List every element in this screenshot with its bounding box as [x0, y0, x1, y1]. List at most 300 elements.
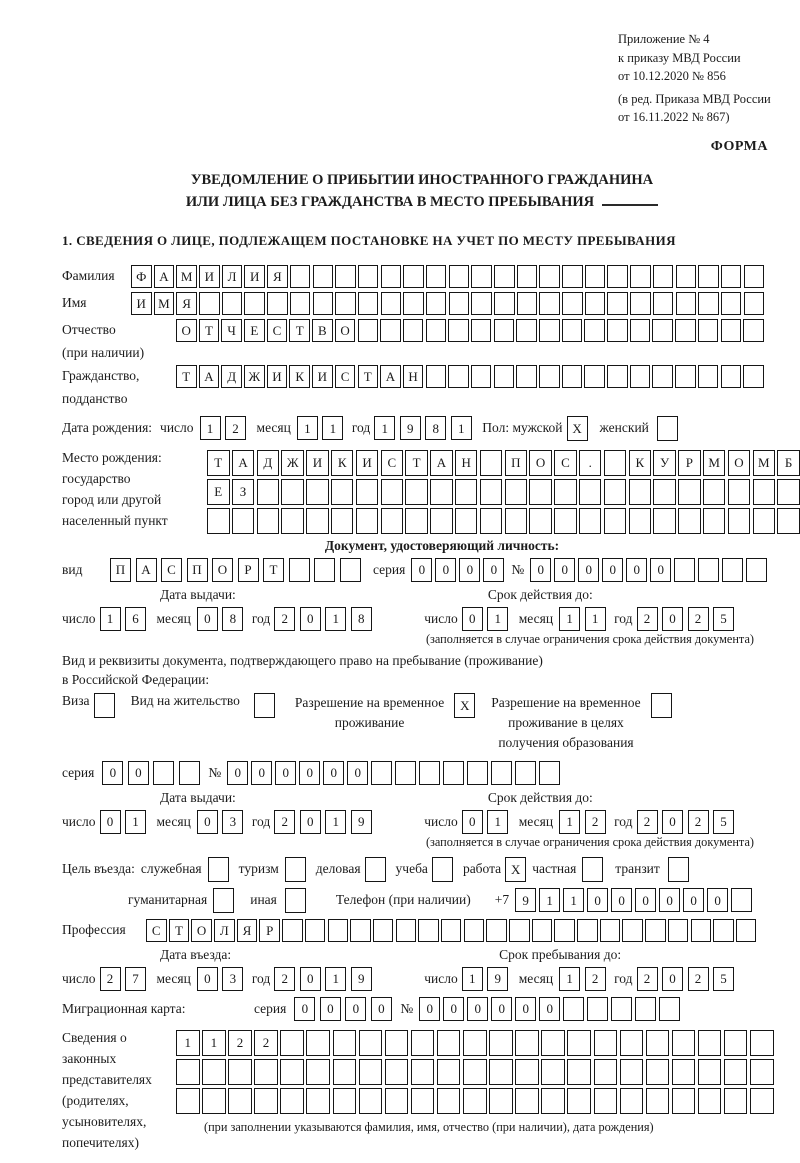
- form-cell[interactable]: 2: [274, 810, 295, 834]
- form-cell[interactable]: [228, 1059, 252, 1085]
- doc-valid-year-cells[interactable]: [637, 607, 739, 631]
- stay-day-cells[interactable]: [462, 967, 513, 991]
- form-cell[interactable]: 2: [274, 967, 295, 991]
- form-cell[interactable]: [604, 450, 627, 476]
- form-cell[interactable]: [577, 919, 598, 942]
- migration-number-cells[interactable]: [419, 997, 683, 1021]
- form-cell[interactable]: Ж: [281, 450, 304, 476]
- form-cell[interactable]: С: [161, 558, 182, 582]
- purpose-official-checkbox[interactable]: [208, 857, 229, 882]
- form-cell[interactable]: 2: [585, 967, 606, 991]
- form-cell[interactable]: [724, 1030, 748, 1056]
- form-cell[interactable]: [467, 761, 488, 785]
- form-cell[interactable]: К: [629, 450, 652, 476]
- form-cell[interactable]: 0: [662, 967, 683, 991]
- form-cell[interactable]: [306, 1030, 330, 1056]
- form-cell[interactable]: [594, 1088, 618, 1114]
- form-cell[interactable]: Ф: [131, 265, 152, 288]
- form-cell[interactable]: [750, 1088, 774, 1114]
- form-cell[interactable]: [419, 761, 440, 785]
- form-cell[interactable]: [405, 508, 428, 534]
- form-cell[interactable]: О: [728, 450, 751, 476]
- form-cell[interactable]: С: [146, 919, 167, 942]
- form-cell[interactable]: [199, 292, 220, 315]
- form-cell[interactable]: [437, 1030, 461, 1056]
- form-cell[interactable]: [280, 1088, 304, 1114]
- option-temp-residence-checkbox[interactable]: [454, 693, 475, 718]
- form-cell[interactable]: 0: [662, 607, 683, 631]
- form-cell[interactable]: [202, 1088, 226, 1114]
- form-cell[interactable]: Т: [207, 450, 230, 476]
- form-cell[interactable]: [622, 919, 643, 942]
- form-cell[interactable]: [455, 479, 478, 505]
- form-cell[interactable]: [290, 265, 311, 288]
- form-cell[interactable]: 1: [559, 810, 580, 834]
- form-cell[interactable]: 1: [325, 607, 346, 631]
- firstname-cells[interactable]: [131, 292, 766, 315]
- form-cell[interactable]: X: [505, 857, 526, 882]
- form-cell[interactable]: [678, 479, 701, 505]
- form-cell[interactable]: Ж: [244, 365, 265, 388]
- form-cell[interactable]: 2: [100, 967, 121, 991]
- form-cell[interactable]: [630, 292, 651, 315]
- form-cell[interactable]: [620, 1030, 644, 1056]
- form-cell[interactable]: 5: [713, 810, 734, 834]
- form-cell[interactable]: 1: [559, 967, 580, 991]
- form-cell[interactable]: [333, 1088, 357, 1114]
- form-cell[interactable]: 1: [297, 416, 318, 440]
- residence-valid-year-cells[interactable]: [637, 810, 739, 834]
- form-cell[interactable]: [505, 508, 528, 534]
- form-cell[interactable]: П: [110, 558, 131, 582]
- form-cell[interactable]: [541, 1030, 565, 1056]
- form-cell[interactable]: [746, 558, 767, 582]
- form-cell[interactable]: [736, 919, 757, 942]
- form-cell[interactable]: [652, 365, 673, 388]
- form-cell[interactable]: [672, 1059, 696, 1085]
- option-temp-residence-education-checkbox[interactable]: [651, 693, 672, 718]
- form-cell[interactable]: [516, 319, 537, 342]
- form-cell[interactable]: 0: [251, 761, 272, 785]
- form-cell[interactable]: [594, 1030, 618, 1056]
- form-cell[interactable]: 9: [351, 810, 372, 834]
- form-cell[interactable]: 1: [585, 607, 606, 631]
- form-cell[interactable]: 0: [602, 558, 623, 582]
- form-cell[interactable]: [604, 479, 627, 505]
- form-cell[interactable]: 2: [637, 967, 658, 991]
- form-cell[interactable]: О: [212, 558, 233, 582]
- form-cell[interactable]: [306, 479, 329, 505]
- form-cell[interactable]: [652, 319, 673, 342]
- residence-series-cells[interactable]: [102, 761, 204, 785]
- form-cell[interactable]: [381, 265, 402, 288]
- form-cell[interactable]: Е: [244, 319, 265, 342]
- form-cell[interactable]: [202, 1059, 226, 1085]
- form-cell[interactable]: А: [154, 265, 175, 288]
- form-cell[interactable]: 0: [275, 761, 296, 785]
- form-cell[interactable]: [305, 919, 326, 942]
- form-cell[interactable]: [722, 558, 743, 582]
- form-cell[interactable]: [724, 1088, 748, 1114]
- residence-valid-day-cells[interactable]: [462, 810, 513, 834]
- form-cell[interactable]: [675, 365, 696, 388]
- form-cell[interactable]: [728, 508, 751, 534]
- form-cell[interactable]: [358, 265, 379, 288]
- form-cell[interactable]: [289, 558, 310, 582]
- form-cell[interactable]: [449, 292, 470, 315]
- form-cell[interactable]: В: [312, 319, 333, 342]
- form-cell[interactable]: [554, 479, 577, 505]
- form-cell[interactable]: [777, 479, 800, 505]
- form-cell[interactable]: 0: [323, 761, 344, 785]
- form-cell[interactable]: [411, 1059, 435, 1085]
- doc-series-cells[interactable]: [411, 558, 507, 582]
- form-cell[interactable]: [579, 508, 602, 534]
- form-cell[interactable]: [515, 761, 536, 785]
- form-cell[interactable]: [254, 1088, 278, 1114]
- form-cell[interactable]: 1: [325, 967, 346, 991]
- form-cell[interactable]: 1: [325, 810, 346, 834]
- form-cell[interactable]: [541, 1059, 565, 1085]
- form-cell[interactable]: [585, 292, 606, 315]
- form-cell[interactable]: [463, 1030, 487, 1056]
- form-cell[interactable]: [281, 508, 304, 534]
- doc-issue-day-cells[interactable]: [100, 607, 151, 631]
- form-cell[interactable]: [653, 265, 674, 288]
- residence-issue-month-cells[interactable]: [197, 810, 248, 834]
- form-cell[interactable]: [426, 292, 447, 315]
- form-cell[interactable]: [713, 919, 734, 942]
- sex-female-checkbox[interactable]: [657, 416, 678, 441]
- form-cell[interactable]: [703, 508, 726, 534]
- form-cell[interactable]: С: [267, 319, 288, 342]
- form-cell[interactable]: [437, 1059, 461, 1085]
- form-cell[interactable]: [359, 1059, 383, 1085]
- form-cell[interactable]: М: [154, 292, 175, 315]
- purpose-other-checkbox[interactable]: [285, 888, 306, 913]
- birthplace-row3-cells[interactable]: [207, 508, 800, 534]
- form-cell[interactable]: [358, 319, 379, 342]
- profession-cells[interactable]: [146, 919, 759, 942]
- purpose-business-checkbox[interactable]: [365, 857, 386, 882]
- form-cell[interactable]: Л: [214, 919, 235, 942]
- stay-year-cells[interactable]: [637, 967, 739, 991]
- form-cell[interactable]: 5: [713, 967, 734, 991]
- doc-valid-month-cells[interactable]: [559, 607, 610, 631]
- form-cell[interactable]: 0: [635, 888, 656, 912]
- form-cell[interactable]: Я: [237, 919, 258, 942]
- purpose-humanitarian-checkbox[interactable]: [213, 888, 234, 913]
- form-cell[interactable]: Я: [176, 292, 197, 315]
- purpose-work-checkbox[interactable]: [505, 857, 526, 882]
- form-cell[interactable]: Т: [199, 319, 220, 342]
- form-cell[interactable]: [365, 857, 386, 882]
- form-cell[interactable]: 2: [688, 810, 709, 834]
- form-cell[interactable]: [489, 1088, 513, 1114]
- form-cell[interactable]: [328, 919, 349, 942]
- form-cell[interactable]: Д: [257, 450, 280, 476]
- form-cell[interactable]: [611, 997, 632, 1021]
- form-cell[interactable]: 2: [637, 810, 658, 834]
- form-cell[interactable]: [244, 292, 265, 315]
- form-cell[interactable]: [285, 857, 306, 882]
- form-cell[interactable]: [703, 479, 726, 505]
- form-cell[interactable]: 7: [125, 967, 146, 991]
- form-cell[interactable]: Р: [259, 919, 280, 942]
- form-cell[interactable]: [567, 1030, 591, 1056]
- form-cell[interactable]: 0: [587, 888, 608, 912]
- form-cell[interactable]: М: [703, 450, 726, 476]
- form-cell[interactable]: 0: [197, 967, 218, 991]
- form-cell[interactable]: П: [505, 450, 528, 476]
- form-cell[interactable]: [449, 265, 470, 288]
- form-cell[interactable]: [356, 479, 379, 505]
- form-cell[interactable]: 0: [650, 558, 671, 582]
- form-cell[interactable]: [744, 265, 765, 288]
- form-cell[interactable]: [753, 508, 776, 534]
- residence-issue-year-cells[interactable]: [274, 810, 376, 834]
- form-cell[interactable]: [562, 319, 583, 342]
- form-cell[interactable]: [675, 319, 696, 342]
- form-cell[interactable]: [176, 1059, 200, 1085]
- residence-valid-month-cells[interactable]: [559, 810, 610, 834]
- form-cell[interactable]: [567, 1059, 591, 1085]
- form-cell[interactable]: [340, 558, 361, 582]
- form-cell[interactable]: 1: [125, 810, 146, 834]
- form-cell[interactable]: [674, 558, 695, 582]
- form-cell[interactable]: [306, 508, 329, 534]
- form-cell[interactable]: Т: [169, 919, 190, 942]
- form-cell[interactable]: 0: [483, 558, 504, 582]
- form-cell[interactable]: [257, 479, 280, 505]
- form-cell[interactable]: 0: [411, 558, 432, 582]
- entry-month-cells[interactable]: [197, 967, 248, 991]
- form-cell[interactable]: 1: [451, 416, 472, 440]
- form-cell[interactable]: 0: [659, 888, 680, 912]
- form-cell[interactable]: [267, 292, 288, 315]
- form-cell[interactable]: 0: [459, 558, 480, 582]
- form-cell[interactable]: [395, 761, 416, 785]
- form-cell[interactable]: 0: [294, 997, 315, 1021]
- form-cell[interactable]: 8: [425, 416, 446, 440]
- form-cell[interactable]: 0: [611, 888, 632, 912]
- form-cell[interactable]: И: [131, 292, 152, 315]
- form-cell[interactable]: А: [232, 450, 255, 476]
- form-cell[interactable]: М: [176, 265, 197, 288]
- form-cell[interactable]: [331, 479, 354, 505]
- form-cell[interactable]: [505, 479, 528, 505]
- form-cell[interactable]: [529, 508, 552, 534]
- form-cell[interactable]: [471, 292, 492, 315]
- form-cell[interactable]: 0: [419, 997, 440, 1021]
- form-cell[interactable]: О: [529, 450, 552, 476]
- form-cell[interactable]: И: [244, 265, 265, 288]
- form-cell[interactable]: [777, 508, 800, 534]
- form-cell[interactable]: [698, 1088, 722, 1114]
- form-cell[interactable]: [676, 265, 697, 288]
- form-cell[interactable]: [257, 508, 280, 534]
- form-cell[interactable]: [582, 857, 603, 882]
- form-cell[interactable]: Е: [207, 479, 230, 505]
- form-cell[interactable]: 0: [662, 810, 683, 834]
- citizenship-cells[interactable]: [176, 365, 766, 388]
- form-cell[interactable]: [314, 558, 335, 582]
- form-cell[interactable]: [403, 319, 424, 342]
- form-cell[interactable]: 0: [371, 997, 392, 1021]
- form-cell[interactable]: 2: [637, 607, 658, 631]
- form-cell[interactable]: [335, 292, 356, 315]
- form-cell[interactable]: [584, 365, 605, 388]
- form-cell[interactable]: [672, 1030, 696, 1056]
- entry-year-cells[interactable]: [274, 967, 376, 991]
- form-cell[interactable]: 1: [176, 1030, 200, 1056]
- form-cell[interactable]: [254, 1059, 278, 1085]
- residence-issue-day-cells[interactable]: [100, 810, 151, 834]
- doc-kind-cells[interactable]: [110, 558, 365, 582]
- form-cell[interactable]: А: [430, 450, 453, 476]
- doc-issue-year-cells[interactable]: [274, 607, 376, 631]
- form-cell[interactable]: [405, 479, 428, 505]
- form-cell[interactable]: 0: [578, 558, 599, 582]
- form-cell[interactable]: Я: [267, 265, 288, 288]
- form-cell[interactable]: 0: [554, 558, 575, 582]
- form-cell[interactable]: К: [331, 450, 354, 476]
- form-cell[interactable]: [721, 265, 742, 288]
- form-cell[interactable]: 2: [688, 967, 709, 991]
- birth-year-cells[interactable]: [374, 416, 476, 440]
- birthplace-row2-cells[interactable]: [207, 479, 800, 505]
- form-cell[interactable]: [333, 1030, 357, 1056]
- form-cell[interactable]: [645, 919, 666, 942]
- form-cell[interactable]: [620, 1088, 644, 1114]
- form-cell[interactable]: И: [267, 365, 288, 388]
- form-cell[interactable]: 9: [351, 967, 372, 991]
- form-cell[interactable]: [282, 919, 303, 942]
- form-cell[interactable]: Ч: [221, 319, 242, 342]
- form-cell[interactable]: [630, 365, 651, 388]
- form-cell[interactable]: [562, 265, 583, 288]
- form-cell[interactable]: 1: [559, 607, 580, 631]
- form-cell[interactable]: [222, 292, 243, 315]
- form-cell[interactable]: [607, 319, 628, 342]
- form-cell[interactable]: 0: [462, 810, 483, 834]
- form-cell[interactable]: [471, 319, 492, 342]
- form-cell[interactable]: А: [136, 558, 157, 582]
- form-cell[interactable]: [426, 319, 447, 342]
- form-cell[interactable]: 1: [322, 416, 343, 440]
- form-cell[interactable]: [554, 508, 577, 534]
- form-cell[interactable]: [494, 319, 515, 342]
- purpose-transit-checkbox[interactable]: [668, 857, 689, 882]
- birth-month-cells[interactable]: [297, 416, 348, 440]
- form-cell[interactable]: [373, 919, 394, 942]
- form-cell[interactable]: 0: [347, 761, 368, 785]
- form-cell[interactable]: С: [381, 450, 404, 476]
- form-cell[interactable]: [313, 265, 334, 288]
- form-cell[interactable]: 3: [222, 810, 243, 834]
- form-cell[interactable]: [480, 450, 503, 476]
- form-cell[interactable]: 1: [563, 888, 584, 912]
- option-residence-permit-checkbox[interactable]: [254, 693, 275, 718]
- form-cell[interactable]: А: [199, 365, 220, 388]
- form-cell[interactable]: 2: [585, 810, 606, 834]
- form-cell[interactable]: 8: [351, 607, 372, 631]
- form-cell[interactable]: [381, 508, 404, 534]
- form-cell[interactable]: [430, 479, 453, 505]
- birthplace-row1-cells[interactable]: [207, 450, 800, 476]
- form-cell[interactable]: [653, 292, 674, 315]
- form-cell[interactable]: [678, 508, 701, 534]
- form-cell[interactable]: [728, 479, 751, 505]
- form-cell[interactable]: [403, 265, 424, 288]
- form-cell[interactable]: [290, 292, 311, 315]
- surname-cells[interactable]: [131, 265, 766, 288]
- form-cell[interactable]: [358, 292, 379, 315]
- form-cell[interactable]: [532, 919, 553, 942]
- form-cell[interactable]: [426, 365, 447, 388]
- form-cell[interactable]: С: [554, 450, 577, 476]
- form-cell[interactable]: [607, 292, 628, 315]
- form-cell[interactable]: И: [312, 365, 333, 388]
- purpose-tourism-checkbox[interactable]: [285, 857, 306, 882]
- form-cell[interactable]: [529, 479, 552, 505]
- form-cell[interactable]: [594, 1059, 618, 1085]
- form-cell[interactable]: [668, 857, 689, 882]
- form-cell[interactable]: 1: [487, 810, 508, 834]
- form-cell[interactable]: [94, 693, 115, 718]
- form-cell[interactable]: 0: [683, 888, 704, 912]
- form-cell[interactable]: 0: [435, 558, 456, 582]
- residence-number-cells[interactable]: [227, 761, 563, 785]
- form-cell[interactable]: [335, 265, 356, 288]
- form-cell[interactable]: [651, 693, 672, 718]
- form-cell[interactable]: 0: [128, 761, 149, 785]
- form-cell[interactable]: [579, 479, 602, 505]
- form-cell[interactable]: [563, 997, 584, 1021]
- form-cell[interactable]: И: [356, 450, 379, 476]
- form-cell[interactable]: [646, 1059, 670, 1085]
- form-cell[interactable]: 1: [487, 607, 508, 631]
- form-cell[interactable]: [539, 319, 560, 342]
- form-cell[interactable]: Р: [238, 558, 259, 582]
- form-cell[interactable]: Н: [455, 450, 478, 476]
- form-cell[interactable]: [464, 919, 485, 942]
- form-cell[interactable]: И: [306, 450, 329, 476]
- form-cell[interactable]: 1: [100, 607, 121, 631]
- form-cell[interactable]: [539, 365, 560, 388]
- form-cell[interactable]: [539, 265, 560, 288]
- form-cell[interactable]: О: [335, 319, 356, 342]
- form-cell[interactable]: Б: [777, 450, 800, 476]
- form-cell[interactable]: О: [176, 319, 197, 342]
- form-cell[interactable]: 0: [707, 888, 728, 912]
- migration-series-cells[interactable]: [294, 997, 396, 1021]
- form-cell[interactable]: [228, 1088, 252, 1114]
- form-cell[interactable]: [698, 265, 719, 288]
- phone-cells[interactable]: [515, 888, 755, 912]
- form-cell[interactable]: [426, 265, 447, 288]
- form-cell[interactable]: [385, 1088, 409, 1114]
- form-cell[interactable]: [630, 319, 651, 342]
- form-cell[interactable]: Т: [263, 558, 284, 582]
- stay-month-cells[interactable]: [559, 967, 610, 991]
- form-cell[interactable]: Д: [221, 365, 242, 388]
- form-cell[interactable]: [306, 1059, 330, 1085]
- form-cell[interactable]: [207, 508, 230, 534]
- form-cell[interactable]: [403, 292, 424, 315]
- form-cell[interactable]: [486, 919, 507, 942]
- form-cell[interactable]: 9: [487, 967, 508, 991]
